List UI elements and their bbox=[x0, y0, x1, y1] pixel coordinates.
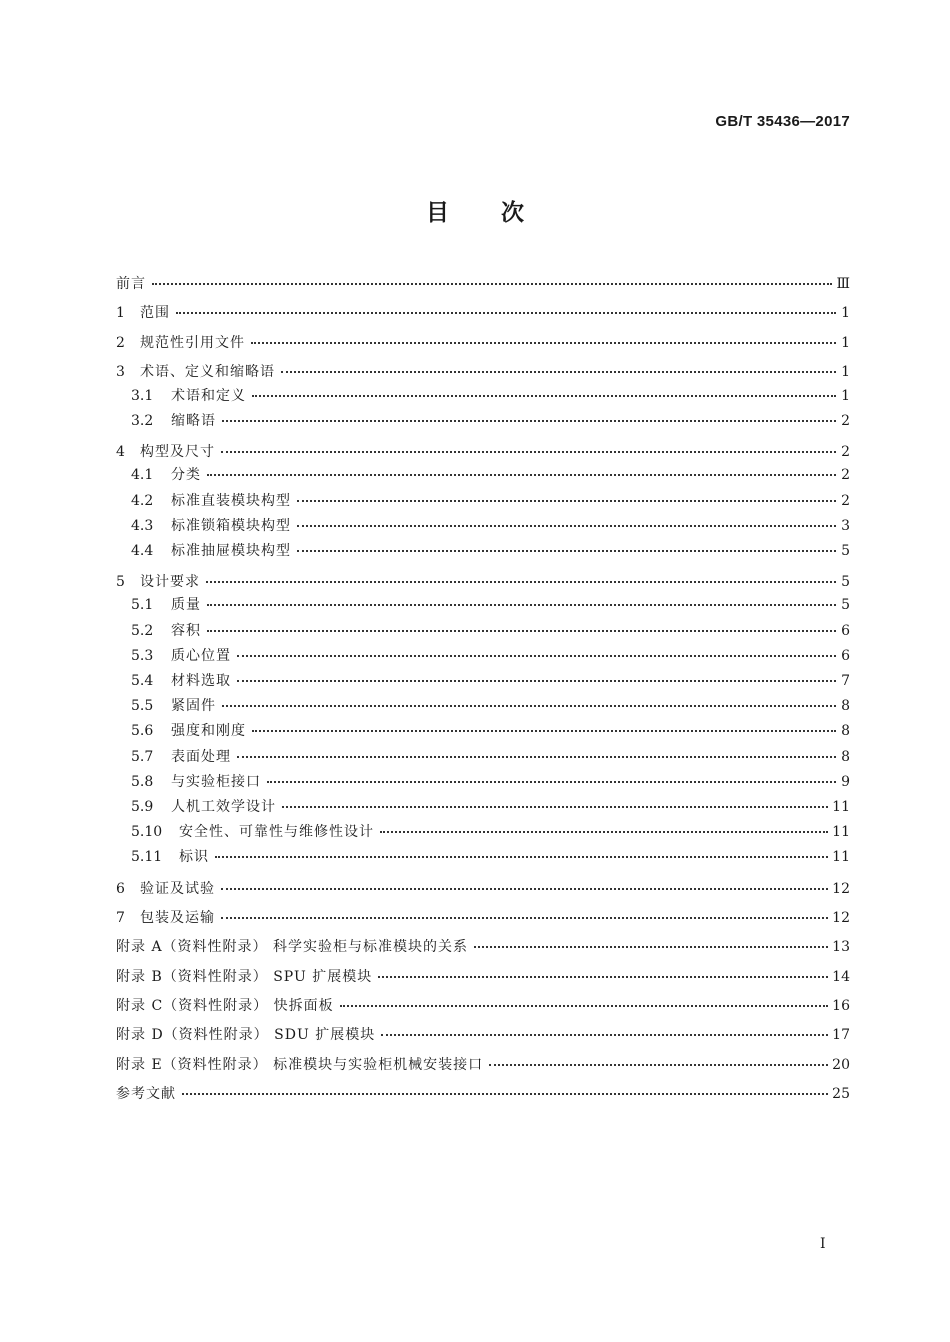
toc-entry-number: 5.2 bbox=[131, 622, 154, 639]
toc-entry-number: 5 bbox=[116, 574, 125, 591]
toc-leader-dots bbox=[474, 936, 828, 948]
toc-leader-dots bbox=[380, 821, 828, 833]
toc-entry-number: 5.5 bbox=[131, 698, 154, 715]
toc-entry-page: 25 bbox=[832, 1086, 850, 1103]
toc-entry-page: 8 bbox=[841, 698, 850, 715]
toc-entry-number: 5.9 bbox=[131, 798, 154, 815]
toc-entry-number: 5.8 bbox=[131, 773, 154, 790]
toc-entry-page: 11 bbox=[832, 824, 850, 841]
toc-leader-dots bbox=[381, 1024, 828, 1036]
toc-entry-label: 紧固件 bbox=[171, 698, 216, 715]
toc-leader-dots bbox=[206, 571, 836, 583]
toc-entry-2[interactable] bbox=[116, 329, 850, 358]
toc-entry-number: 4.1 bbox=[131, 467, 154, 484]
toc-entry-label: 前言 bbox=[116, 276, 146, 292]
toc-entry-page: 5 bbox=[841, 574, 850, 591]
toc-entry-page: 13 bbox=[832, 939, 850, 956]
toc-entry-5[interactable] bbox=[116, 568, 850, 597]
toc-entry-label: 附录 E（资料性附录） 标准模块与实验柜机械安装接口 bbox=[116, 1056, 484, 1073]
toc-entry-number: 4.3 bbox=[131, 517, 154, 534]
toc-entry-appendix-a[interactable] bbox=[116, 933, 850, 962]
toc-entry-label: 验证及试验 bbox=[140, 880, 215, 897]
toc-entry-4[interactable] bbox=[116, 438, 850, 467]
toc-entry-number: 7 bbox=[116, 909, 125, 926]
toc-entry-page: 9 bbox=[841, 773, 850, 790]
toc-leader-dots bbox=[489, 1054, 828, 1066]
toc-leader-dots bbox=[281, 361, 836, 373]
toc-entry-page: 1 bbox=[841, 334, 850, 351]
toc-leader-dots bbox=[221, 907, 828, 919]
toc-entry-number: 5.6 bbox=[131, 723, 154, 740]
toc-entry-number: 2 bbox=[116, 334, 125, 351]
toc-entry-label: 附录 D（资料性附录） SDU 扩展模块 bbox=[116, 1027, 376, 1044]
toc-entry-appendix-d[interactable] bbox=[116, 1021, 850, 1050]
toc-leader-dots bbox=[237, 645, 836, 657]
toc-leader-dots bbox=[221, 878, 828, 890]
toc-entry-page: 11 bbox=[832, 849, 850, 866]
page-title: 目次 bbox=[426, 200, 576, 226]
toc-entry-label: 包装及运输 bbox=[140, 909, 215, 926]
toc-entry-number: 1 bbox=[116, 305, 125, 322]
toc-entry-number: 3.1 bbox=[131, 387, 154, 404]
toc-leader-dots bbox=[222, 695, 836, 707]
toc-leader-dots bbox=[207, 620, 836, 632]
toc-entry-page: 8 bbox=[841, 723, 850, 740]
toc-entry-number: 5.7 bbox=[131, 748, 154, 765]
toc-entry-number: 4.4 bbox=[131, 542, 154, 559]
toc-entry-label: 标识 bbox=[179, 849, 209, 866]
toc-entry-number: 5.11 bbox=[131, 849, 163, 866]
toc-leader-dots bbox=[297, 490, 836, 502]
toc-entry-number: 5.3 bbox=[131, 647, 154, 664]
toc-entry-6[interactable] bbox=[116, 875, 850, 904]
toc-leader-dots bbox=[378, 966, 828, 978]
toc-entry-page: 1 bbox=[841, 387, 850, 404]
standard-number: GB/T 35436—2017 bbox=[715, 113, 850, 130]
toc-entry-label: 附录 B（资料性附录） SPU 扩展模块 bbox=[116, 968, 373, 985]
toc-entry-label: 术语、定义和缩略语 bbox=[140, 364, 275, 381]
toc-entry-page: 11 bbox=[832, 798, 850, 815]
toc-entry-label: 分类 bbox=[171, 467, 201, 484]
toc-entry-number: 3 bbox=[116, 364, 125, 381]
toc-entry-label: 缩略语 bbox=[171, 412, 216, 429]
toc-leader-dots bbox=[282, 796, 828, 808]
toc-entry-label: 质量 bbox=[171, 597, 201, 614]
toc-entry-page: 8 bbox=[841, 748, 850, 765]
toc-leader-dots bbox=[207, 594, 836, 606]
toc-entry-label: 范围 bbox=[140, 305, 170, 322]
toc-entry-7[interactable] bbox=[116, 904, 850, 933]
toc-entry-3[interactable] bbox=[116, 358, 850, 387]
toc-entry-page: 6 bbox=[841, 647, 850, 664]
toc-entry-appendix-e[interactable] bbox=[116, 1051, 850, 1080]
toc-entry-label: 表面处理 bbox=[171, 748, 231, 765]
toc-entry-number: 5.1 bbox=[131, 597, 154, 614]
toc-entry-label: 规范性引用文件 bbox=[140, 334, 245, 351]
toc-entry-page: 14 bbox=[832, 968, 850, 985]
toc-entry-label: 标准锁箱模块构型 bbox=[171, 517, 291, 534]
toc-entry-3-2[interactable] bbox=[116, 413, 850, 438]
toc-entry-label: 参考文献 bbox=[116, 1086, 176, 1103]
toc-entry-number: 4.2 bbox=[131, 492, 154, 509]
toc-entry-number: 4 bbox=[116, 443, 125, 460]
toc-entry-4-4[interactable] bbox=[116, 543, 850, 568]
toc-entry-label: 设计要求 bbox=[140, 574, 200, 591]
toc-leader-dots bbox=[215, 846, 828, 858]
toc-entry-label: 标准抽屉模块构型 bbox=[171, 542, 291, 559]
toc-leader-dots bbox=[251, 332, 836, 344]
toc-entry-label: 术语和定义 bbox=[171, 387, 246, 404]
toc-leader-dots bbox=[152, 273, 832, 285]
toc-leader-dots bbox=[182, 1083, 828, 1095]
toc-entry-label: 材料选取 bbox=[171, 673, 231, 690]
toc-leader-dots bbox=[237, 670, 836, 682]
toc-entry-page: 16 bbox=[832, 998, 850, 1015]
toc-entry-label: 容积 bbox=[171, 622, 201, 639]
toc-entry-page: 17 bbox=[832, 1027, 850, 1044]
toc-entry-label: 附录 C（资料性附录） 快拆面板 bbox=[116, 998, 334, 1015]
toc-leader-dots bbox=[252, 385, 836, 397]
toc-entry-foreword[interactable] bbox=[116, 270, 850, 299]
toc-leader-dots bbox=[221, 441, 836, 453]
toc-leader-dots bbox=[176, 302, 836, 314]
toc-entry-page: 5 bbox=[841, 597, 850, 614]
toc-entry-appendix-b[interactable] bbox=[116, 963, 850, 992]
toc-entry-page: 2 bbox=[841, 467, 850, 484]
page-number: Ⅰ bbox=[820, 1236, 826, 1252]
toc-entry-page: 2 bbox=[841, 492, 850, 509]
toc-entry-1[interactable] bbox=[116, 299, 850, 328]
toc-entry-label: 安全性、可靠性与维修性设计 bbox=[179, 824, 374, 841]
toc-entry-appendix-c[interactable] bbox=[116, 992, 850, 1021]
toc-entry-label: 人机工效学设计 bbox=[171, 798, 276, 815]
toc-entry-page: 12 bbox=[832, 909, 850, 926]
toc-entry-page: 2 bbox=[841, 412, 850, 429]
toc-entry-page: Ⅲ bbox=[836, 276, 850, 292]
toc-entry-label: 与实验柜接口 bbox=[171, 773, 261, 790]
toc-entry-page: 2 bbox=[841, 443, 850, 460]
toc-entry-number: 5.4 bbox=[131, 673, 154, 690]
toc-entry-number: 3.2 bbox=[131, 412, 154, 429]
table-of-contents bbox=[116, 270, 850, 1110]
toc-entry-page: 7 bbox=[841, 673, 850, 690]
toc-entry-5-11[interactable] bbox=[116, 849, 850, 874]
toc-entry-references[interactable] bbox=[116, 1080, 850, 1109]
toc-leader-dots bbox=[207, 464, 836, 476]
toc-leader-dots bbox=[267, 771, 836, 783]
toc-entry-page: 5 bbox=[841, 542, 850, 559]
toc-entry-page: 12 bbox=[832, 880, 850, 897]
toc-entry-page: 20 bbox=[832, 1056, 850, 1073]
toc-leader-dots bbox=[297, 540, 836, 552]
toc-entry-number: 6 bbox=[116, 880, 125, 897]
toc-entry-page: 6 bbox=[841, 622, 850, 639]
toc-entry-label: 附录 A（资料性附录） 科学实验柜与标准模块的关系 bbox=[116, 939, 469, 956]
toc-entry-label: 质心位置 bbox=[171, 647, 231, 664]
toc-leader-dots bbox=[237, 746, 836, 758]
toc-entry-label: 强度和刚度 bbox=[171, 723, 246, 740]
toc-leader-dots bbox=[340, 995, 829, 1007]
toc-leader-dots bbox=[252, 720, 836, 732]
toc-entry-number: 5.10 bbox=[131, 824, 163, 841]
toc-leader-dots bbox=[297, 515, 836, 527]
toc-leader-dots bbox=[222, 410, 836, 422]
toc-entry-label: 标准直装模块构型 bbox=[171, 492, 291, 509]
toc-entry-label: 构型及尺寸 bbox=[140, 443, 215, 460]
toc-entry-page: 3 bbox=[841, 517, 850, 534]
toc-entry-page: 1 bbox=[841, 364, 850, 381]
toc-entry-page: 1 bbox=[841, 305, 850, 322]
